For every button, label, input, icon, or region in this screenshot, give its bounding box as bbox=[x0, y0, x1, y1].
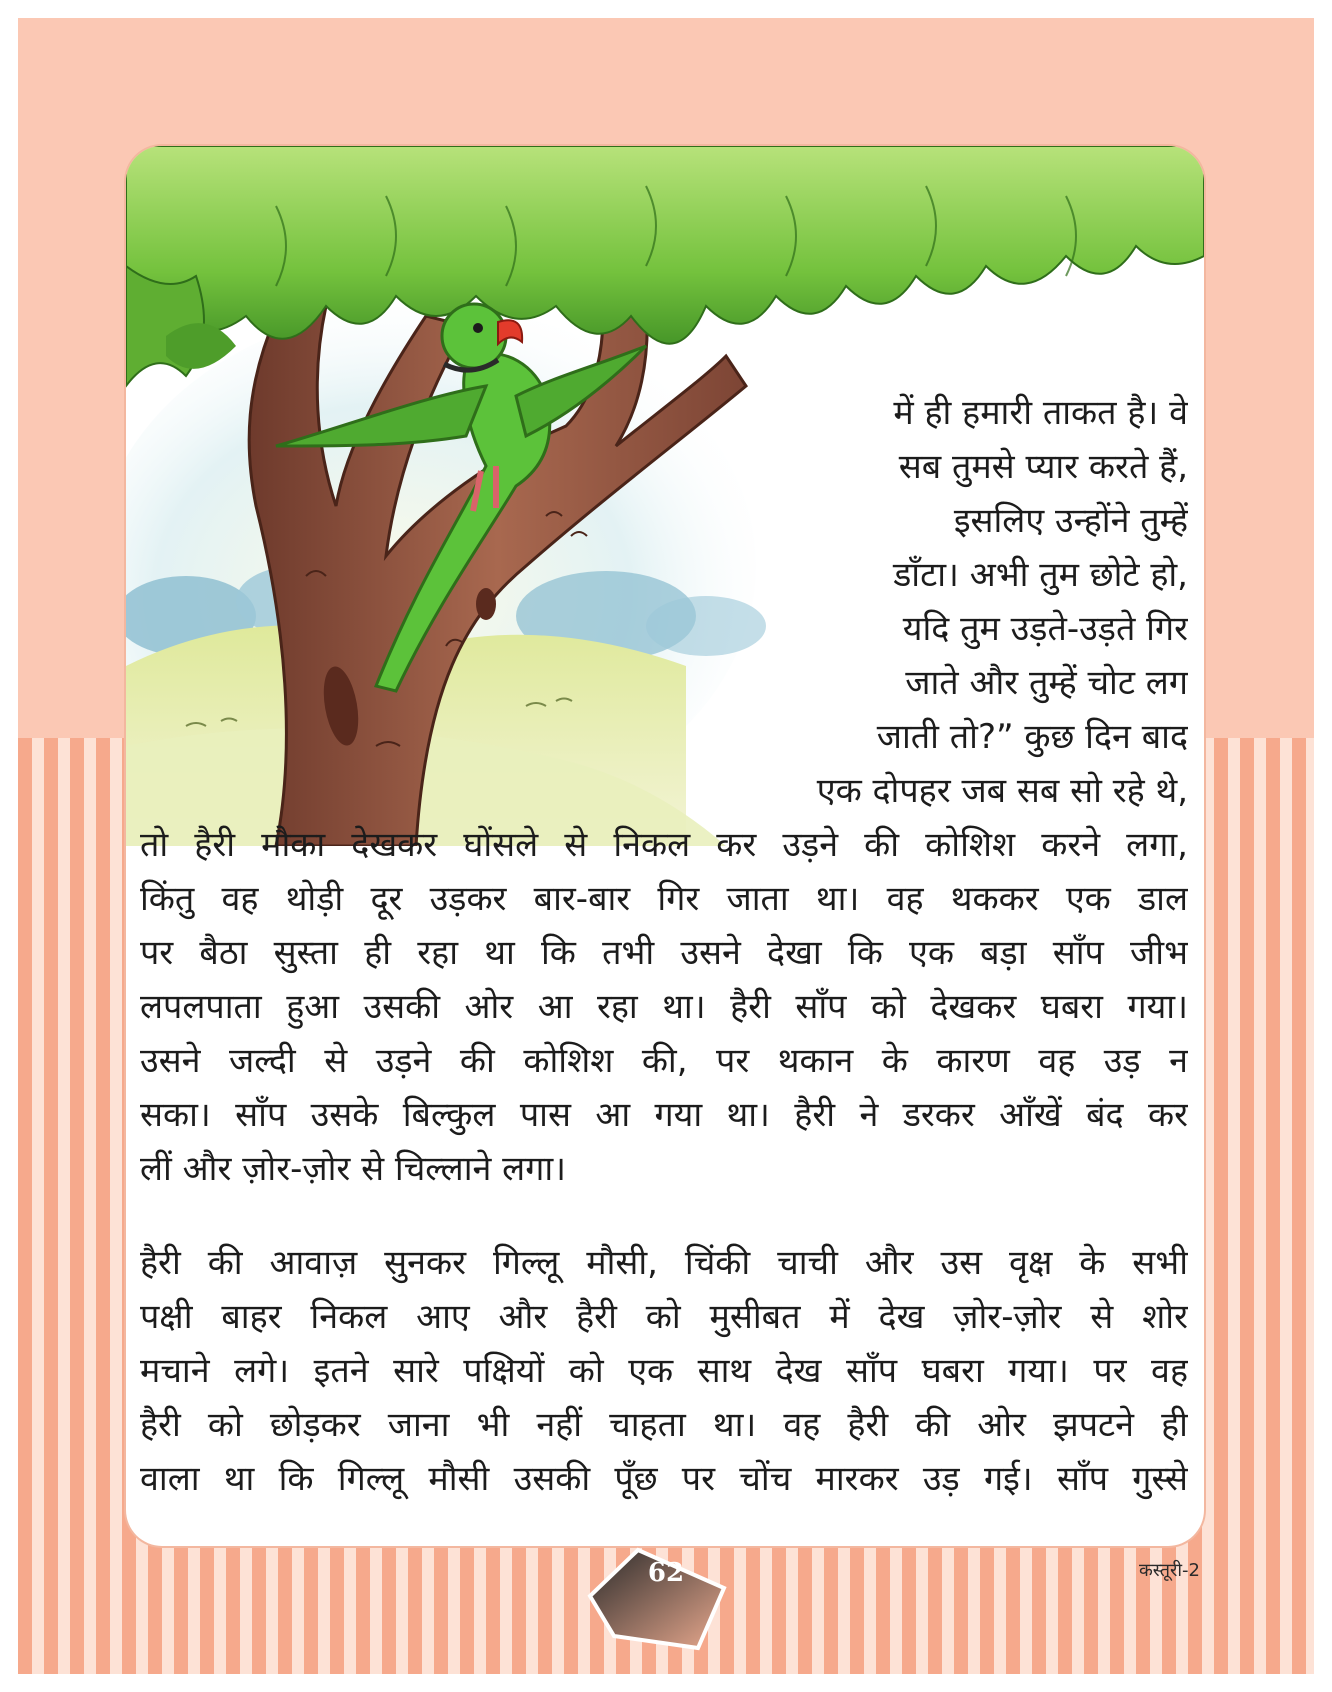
text-line: सब तुमसे प्यार करते हैं, bbox=[898, 447, 1188, 487]
text-line: लीं और ज़ोर-ज़ोर से चिल्लाने लगा। bbox=[140, 1149, 567, 1189]
text-line: मचाने लगे। इतने सारे पक्षियों को एक साथ देख साँप घबरा गया। पर वह bbox=[140, 1351, 1188, 1391]
story-card bbox=[126, 146, 1204, 1546]
story-intro-lines bbox=[628, 386, 1188, 818]
page-number-badge bbox=[586, 1544, 746, 1656]
text-line: उसने जल्दी से उड़ने की कोशिश की, पर थकान के कारण वह उड़ न bbox=[140, 1041, 1188, 1081]
text-line: सका। साँप उसके बिल्कुल पास आ गया था। हैरी ने डरकर आँखें बंद कर bbox=[140, 1095, 1188, 1135]
text-line: यदि तुम उड़ते-उड़ते गिर bbox=[902, 609, 1188, 649]
text-line: इसलिए उन्होंने तुम्हें bbox=[953, 501, 1188, 541]
text-line: में ही हमारी ताकत है। वे bbox=[893, 393, 1188, 433]
page-number: 62 bbox=[647, 1558, 685, 1588]
text-line: जाते और तुम्हें चोट लग bbox=[905, 663, 1188, 703]
story-paragraph-1 bbox=[140, 818, 1188, 1196]
text-line: पक्षी बाहर निकल आए और हैरी को मुसीबत में देख ज़ोर-ज़ोर से शोर bbox=[140, 1297, 1188, 1337]
text-line: हैरी की आवाज़ सुनकर गिल्लू मौसी, चिंकी चाची और उस वृक्ष के सभी bbox=[140, 1243, 1188, 1283]
text-line: जाती तो?” कुछ दिन बाद bbox=[876, 717, 1188, 757]
book-title: कस्तूरी-2 bbox=[1138, 1560, 1200, 1581]
text-line: लपलपाता हुआ उसकी ओर आ रहा था। हैरी साँप को देखकर घबरा गया। bbox=[140, 987, 1188, 1027]
text-line: पर बैठा सुस्ता ही रहा था कि तभी उसने देखा कि एक बड़ा साँप जीभ bbox=[140, 933, 1188, 973]
text-line: हैरी को छोड़कर जाना भी नहीं चाहता था। वह हैरी की ओर झपटने ही bbox=[140, 1405, 1188, 1445]
text-line: किंतु वह थोड़ी दूर उड़कर बार-बार गिर जाता था। वह थककर एक डाल bbox=[140, 879, 1188, 919]
text-line: एक दोपहर जब सब सो रहे थे, bbox=[816, 771, 1188, 811]
text-line: वाला था कि गिल्लू मौसी उसकी पूँछ पर चोंच मारकर उड़ गई। साँप गुस्से bbox=[140, 1459, 1188, 1499]
story-paragraph-2 bbox=[140, 1236, 1188, 1506]
text-line: डाँटा। अभी तुम छोटे हो, bbox=[893, 555, 1188, 595]
text-line: तो हैरी मौका देखकर घोंसले से निकल कर उड़ने की कोशिश करने लगा, bbox=[140, 825, 1188, 865]
